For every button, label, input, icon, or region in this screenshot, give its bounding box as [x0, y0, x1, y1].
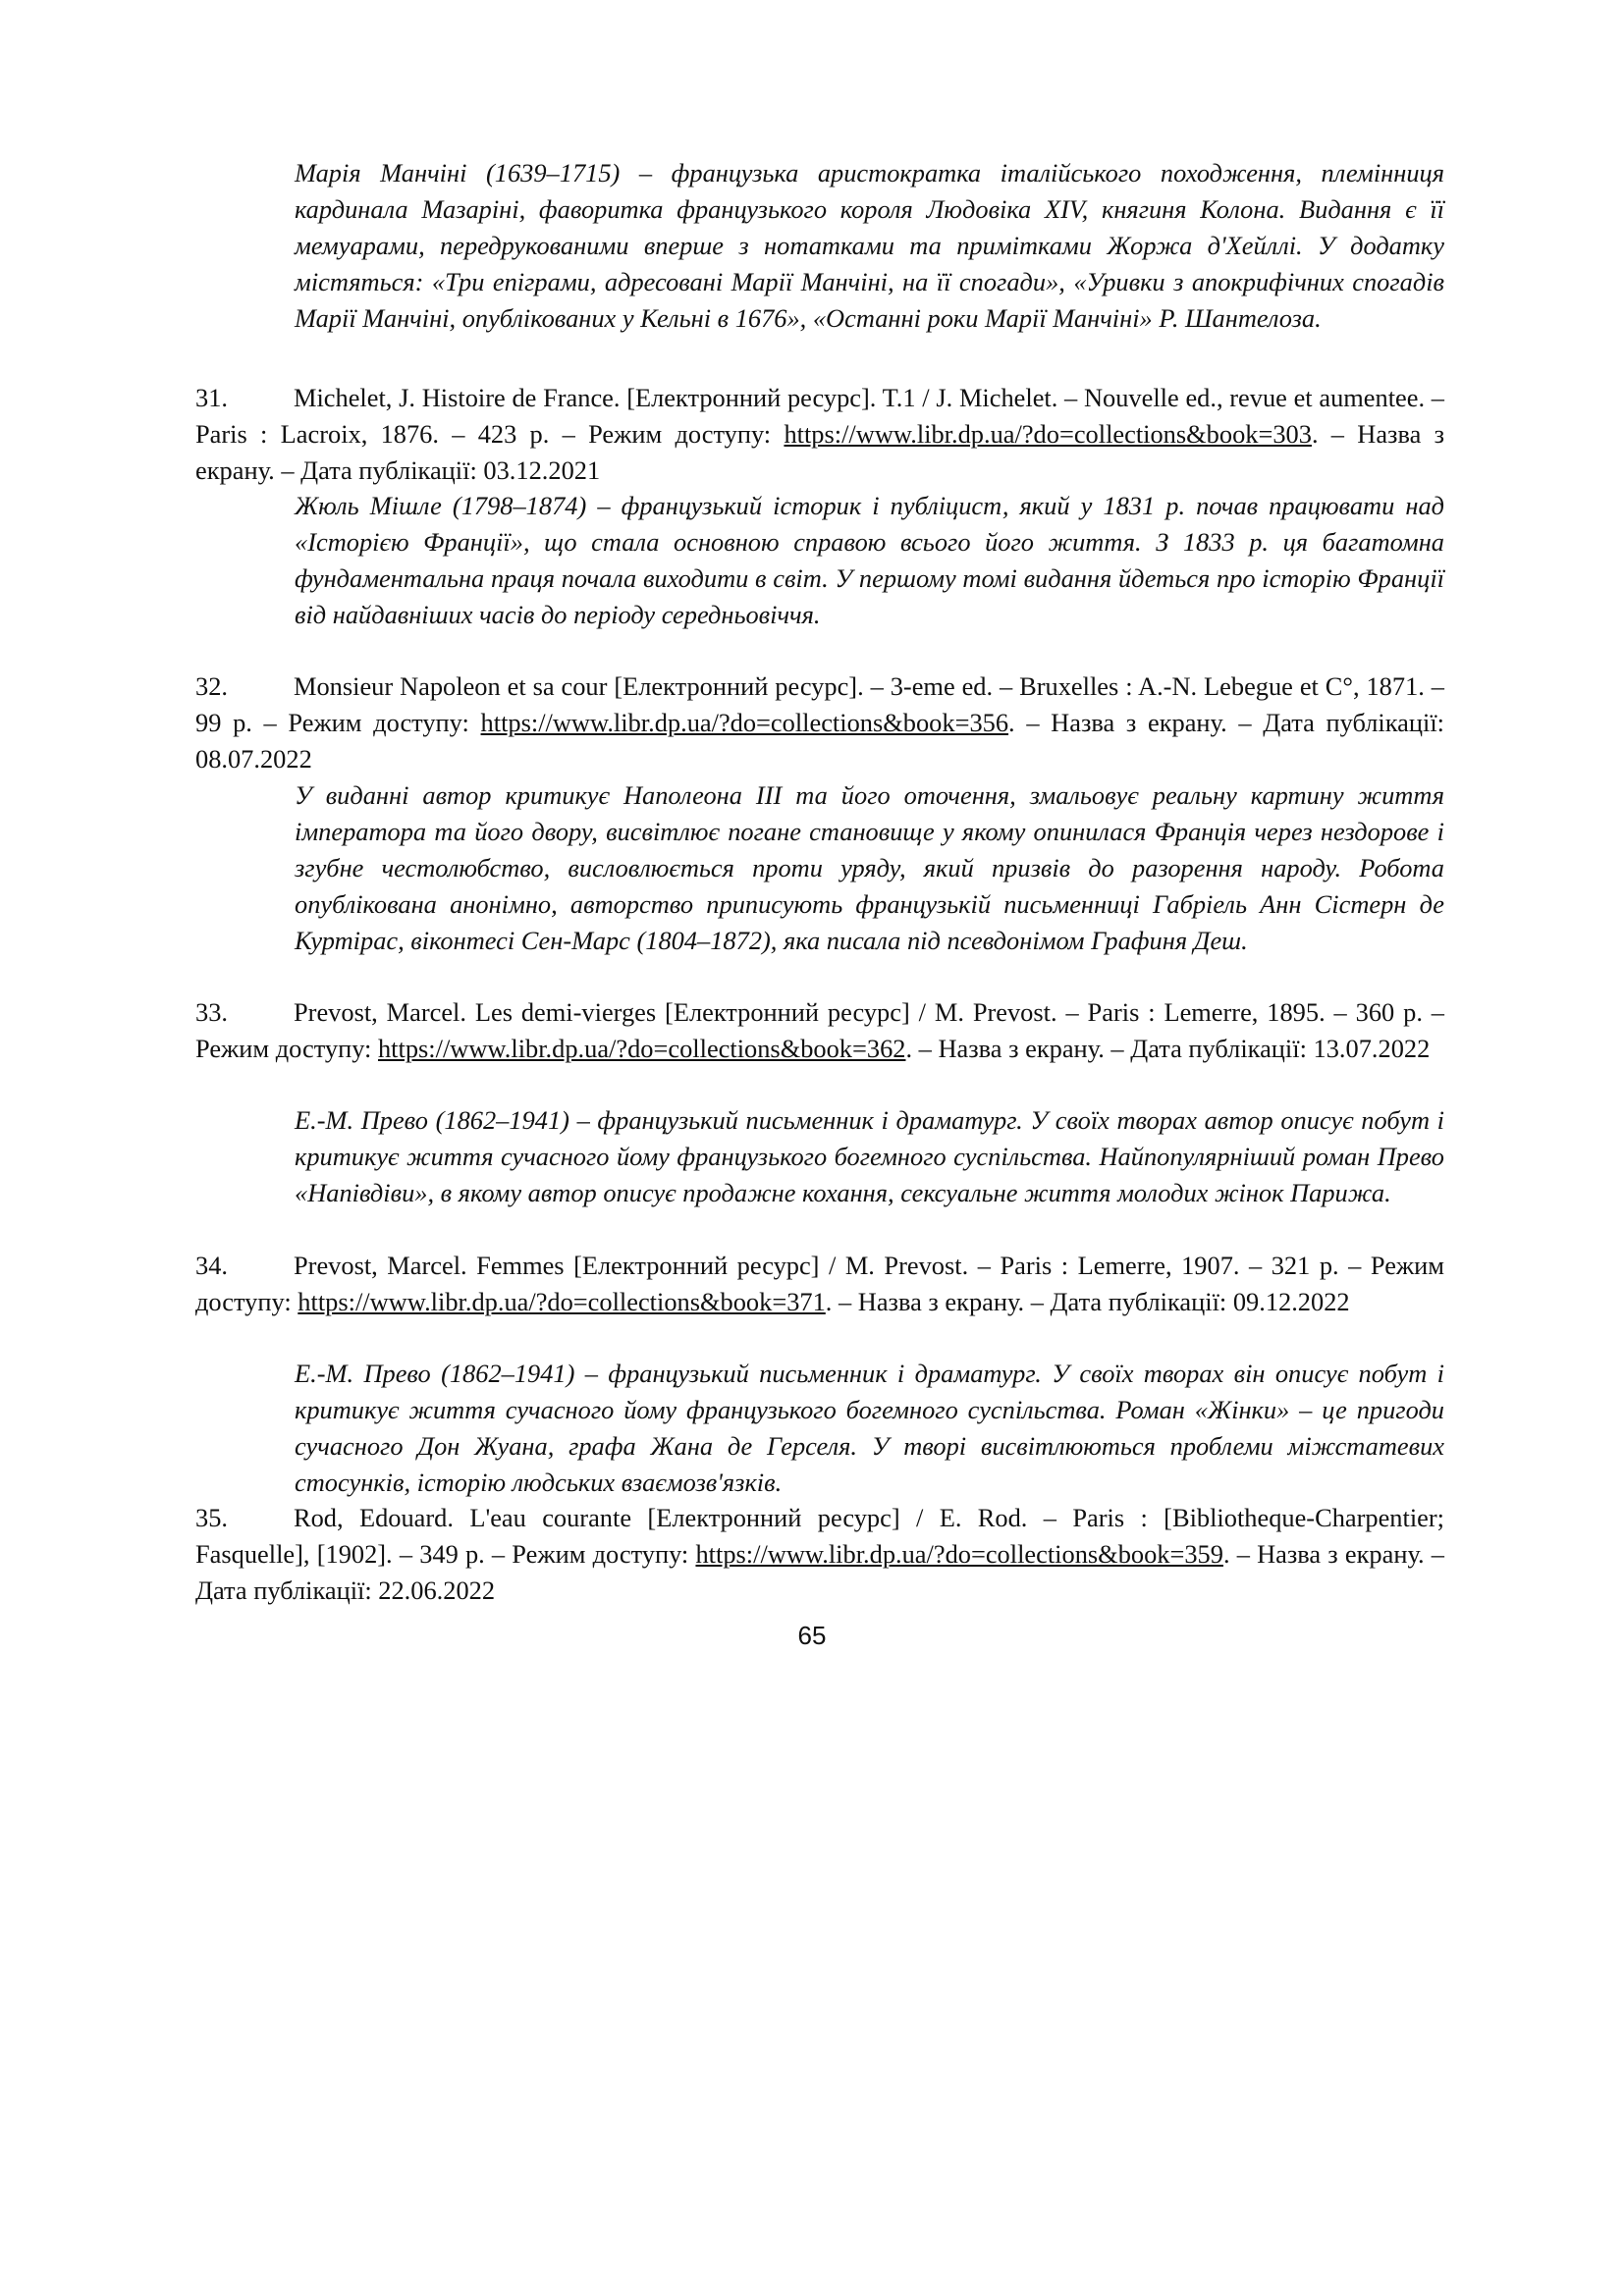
- entry-suffix: . – Назва з екрану. – Дата публікації: 22.06.2022: [195, 1539, 1444, 1605]
- entry-suffix: . – Назва з екрану. – Дата публікації: 09.12.2022: [825, 1287, 1350, 1316]
- entry-number: 31.: [195, 383, 228, 412]
- entry-number: 35.: [195, 1503, 228, 1532]
- annotation-entry-34: Е.-М. Прево (1862–1941) – французький письменник і драматург. У своїх творах він описує побут і критикує життя сучасного йому французького богемного суспільства. Роман «Жінки» – це пригоди сучасного Дон Жуана, графа Жана де Герселя. У творі висвітлюються проблеми міжстатевих стосунків, історію людських взаємозв'язків.: [295, 1359, 1444, 1497]
- entry-link[interactable]: https://www.libr.dp.ua/?do=collections&book=362: [377, 1034, 906, 1063]
- entry-text: Prevost, Marcel. Les demi-vierges [Електронний ресурс] / M. Prevost. – Paris : Lemerre, 1895. – 360 p. – Режим доступу:: [195, 997, 1444, 1063]
- annotation-entry-32: У виданні автор критикує Наполеона III та його оточення, змальовує реальну картину життя імператора та його двору, висвітлює погане становище у якому опинилася Франція через нездорове і згубне честолюбство, висловлюється проти уряду, який призвів до разорення народу. Робота опублікована анонімно, авторство приписують французькій письменниці Габріель Анн Сістерн де Куртірас, віконтесі Сен-Марс (1804–1872), яка писала під псевдонімом Графиня Деш.: [295, 780, 1444, 955]
- entry-link[interactable]: https://www.libr.dp.ua/?do=collections&book=303: [784, 419, 1312, 449]
- bibliography-entry-34: [195, 1248, 1444, 1320]
- page-number: 65: [797, 1621, 827, 1650]
- entry-link[interactable]: https://www.libr.dp.ua/?do=collections&book=371: [298, 1287, 826, 1316]
- entry-text: Rod, Edouard. L'eau courante [Електронний ресурс] / E. Rod. – Paris : [Bibliotheque-Charpentier; Fasquelle], [1902]. – 349 p. – Режим доступу:: [195, 1503, 1444, 1569]
- bibliography-entry-33: [195, 994, 1444, 1067]
- bibliography-entry-35: [195, 1500, 1444, 1609]
- annotation-entry-30: Марія Манчіні (1639–1715) – французька аристократка італійського походження, племінниця кардинала Мазаріні, фаворитка французького короля Людовіка XIV, княгиня Колона. Видання є її мемуарами, передрукованими вперше з нотатками та примітками Жоржа д'Хейллі. У додатку містяться: «Три епіграми, адресовані Марії Манчіні, на її спогади», «Уривки з апокрифічних спогадів Марії Манчіні, опублікованих у Кельні в 1676», «Останні роки Марії Манчіні» Р. Шантелоза.: [295, 158, 1444, 333]
- entry-number: 32.: [195, 671, 228, 701]
- annotation-entry-33: Е.-М. Прево (1862–1941) – французький письменник і драматург. У своїх творах автор описує побут і критикує життя сучасного йому французького богемного суспільства. Найпопулярніший роман Прево «Напівдіви», в якому автор описує продажне кохання, сексуальне життя молодих жінок Парижа.: [295, 1105, 1444, 1207]
- entry-text: Michelet, J. Histoire de France. [Електронний ресурс]. T.1 / J. Michelet. – Nouvelle ed., revue et aumentee. – Paris : Lacroix, 1876. – 423 p. – Режим доступу:: [195, 383, 1444, 449]
- entry-number: 33.: [195, 997, 228, 1027]
- entry-suffix: . – Назва з екрану. – Дата публікації: 13.07.2022: [905, 1034, 1431, 1063]
- entry-link[interactable]: https://www.libr.dp.ua/?do=collections&book=356: [480, 708, 1009, 737]
- entry-number: 34.: [195, 1251, 228, 1280]
- entry-text: Prevost, Marcel. Femmes [Електронний ресурс] / M. Prevost. – Paris : Lemerre, 1907. – 321 p. – Режим доступу:: [195, 1251, 1444, 1316]
- entry-text: Monsieur Napoleon et sa cour [Електронний ресурс]. – 3-eme ed. – Bruxelles : A.-N. Lebegue et C°, 1871. – 99 p. – Режим доступу:: [195, 671, 1444, 737]
- entry-suffix: . – Назва з екрану. – Дата публікації: 03.12.2021: [195, 419, 1444, 485]
- entry-suffix: . – Назва з екрану. – Дата публікації: 08.07.2022: [195, 708, 1445, 774]
- annotation-entry-31: Жюль Мішле (1798–1874) – французький історик і публіцист, який у 1831 р. почав працювати над «Історією Франції», що стала основною справою всього його життя. З 1833 р. ця багатомна фундаментальна праця почала виходити в світ. У першому томі видання йдеться про історію Франції від найдавніших часів до періоду середньовіччя.: [295, 491, 1444, 629]
- bibliography-entry-32: [195, 668, 1444, 777]
- bibliography-entry-31: [195, 380, 1444, 489]
- entry-link[interactable]: https://www.libr.dp.ua/?do=collections&book=359: [695, 1539, 1223, 1569]
